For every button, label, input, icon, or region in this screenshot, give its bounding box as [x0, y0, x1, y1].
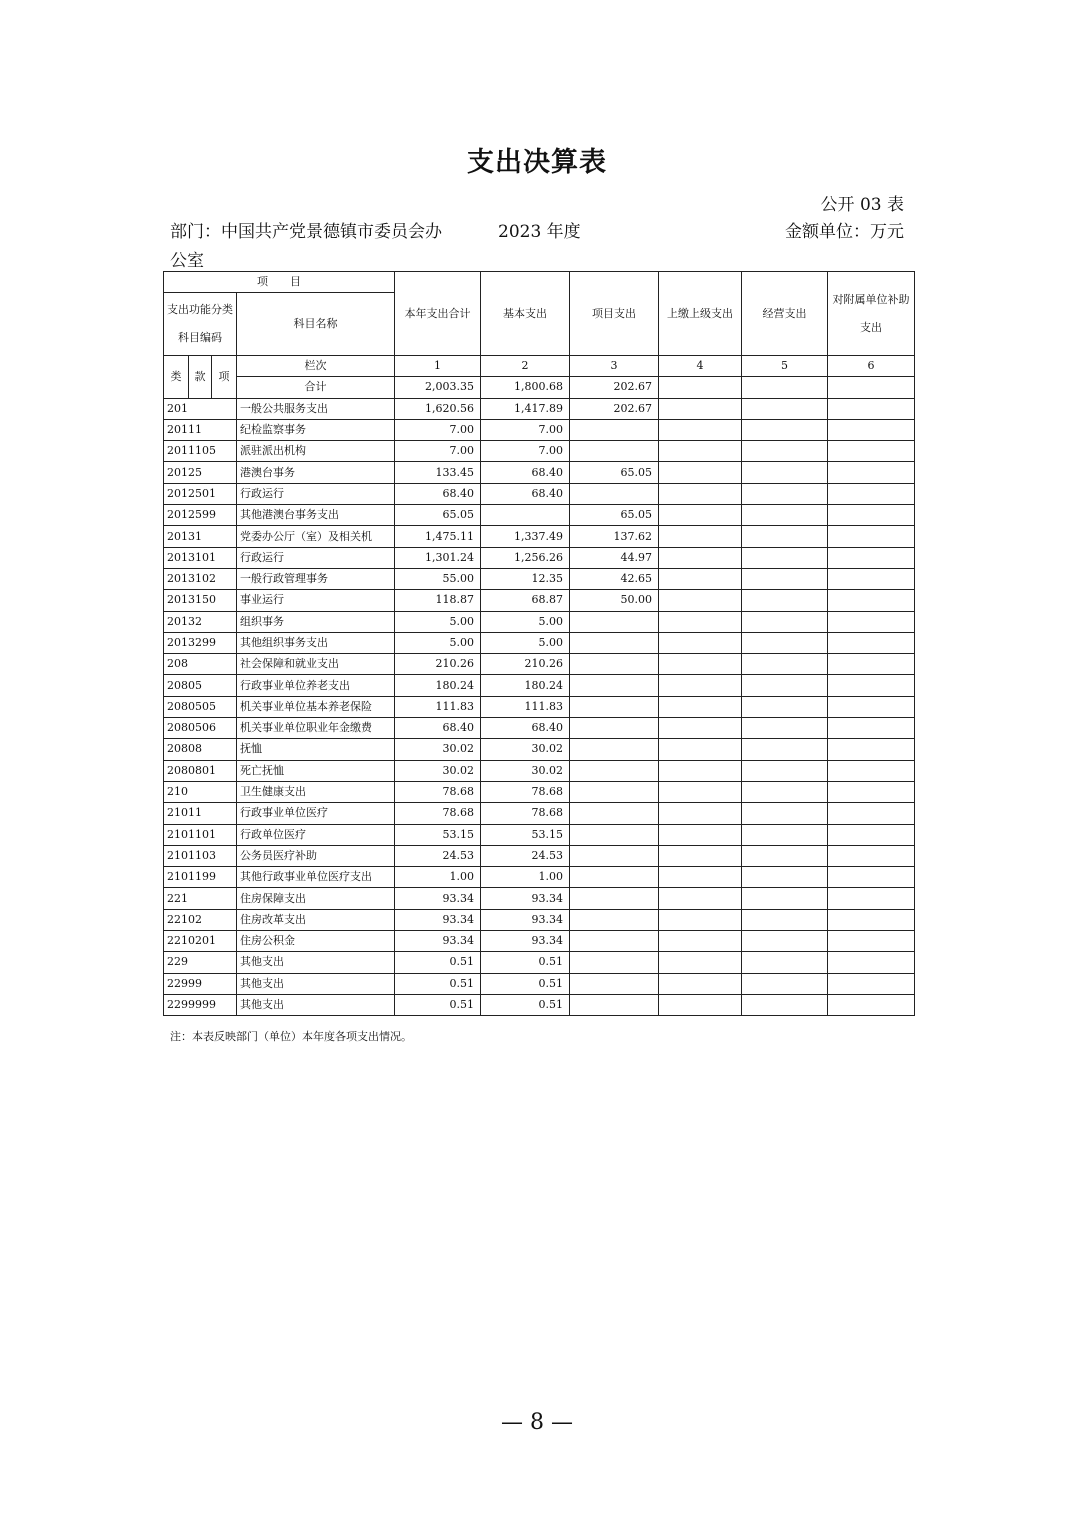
table-row [164, 526, 915, 547]
row-project [570, 931, 659, 952]
row-upper [659, 696, 742, 717]
row-subject-name: 行政事业单位养老支出 [237, 675, 395, 696]
row-basic: 210.26 [481, 654, 570, 675]
row-total: 93.34 [395, 888, 481, 909]
row-basic: 53.15 [481, 824, 570, 845]
row-subsidiary [828, 654, 915, 675]
row-project [570, 845, 659, 866]
row-subject-name: 组织事务 [237, 611, 395, 632]
row-code: 221 [164, 888, 237, 909]
table-row [164, 845, 915, 866]
row-total: 210.26 [395, 654, 481, 675]
row-total: 5.00 [395, 632, 481, 653]
table-row [164, 931, 915, 952]
row-subsidiary [828, 590, 915, 611]
table-row [164, 590, 915, 611]
row-project [570, 803, 659, 824]
row-total: 30.02 [395, 760, 481, 781]
row-basic: 68.40 [481, 462, 570, 483]
row-project: 137.62 [570, 526, 659, 547]
table-row [164, 611, 915, 632]
row-subsidiary [828, 952, 915, 973]
sum-operating [742, 377, 828, 398]
row-upper [659, 526, 742, 547]
row-code: 22999 [164, 973, 237, 994]
row-upper [659, 781, 742, 802]
row-total: 93.34 [395, 931, 481, 952]
header-xiang: 项 [212, 356, 237, 399]
table-note: 注：本表反映部门（单位）本年度各项支出情况。 [170, 1030, 412, 1043]
row-subsidiary [828, 845, 915, 866]
table-row [164, 419, 915, 440]
row-subject-name: 行政单位医疗 [237, 824, 395, 845]
row-project [570, 739, 659, 760]
row-operating [742, 973, 828, 994]
row-project [570, 654, 659, 675]
row-project: 202.67 [570, 398, 659, 419]
row-operating [742, 803, 828, 824]
row-total: 118.87 [395, 590, 481, 611]
row-total: 1,475.11 [395, 526, 481, 547]
header-operating: 经营支出 [742, 272, 828, 356]
row-subject-name: 港澳台事务 [237, 462, 395, 483]
row-code: 2013150 [164, 590, 237, 611]
row-basic: 1,256.26 [481, 547, 570, 568]
row-code: 2210201 [164, 931, 237, 952]
row-code: 2080801 [164, 760, 237, 781]
row-total: 68.40 [395, 483, 481, 504]
row-subject-name: 一般公共服务支出 [237, 398, 395, 419]
row-upper [659, 611, 742, 632]
row-code: 2080505 [164, 696, 237, 717]
table-row [164, 718, 915, 739]
table-row [164, 675, 915, 696]
row-basic: 7.00 [481, 419, 570, 440]
row-subsidiary [828, 803, 915, 824]
row-basic: 68.87 [481, 590, 570, 611]
header-kuan: 款 [189, 356, 212, 399]
row-basic: 0.51 [481, 994, 570, 1015]
row-operating [742, 760, 828, 781]
row-subsidiary [828, 632, 915, 653]
row-upper [659, 760, 742, 781]
row-subsidiary [828, 441, 915, 462]
row-project: 50.00 [570, 590, 659, 611]
table-row [164, 739, 915, 760]
row-basic: 180.24 [481, 675, 570, 696]
amount-unit: 金额单位：万元 [785, 222, 904, 242]
row-subsidiary [828, 718, 915, 739]
row-project [570, 994, 659, 1015]
header-total: 本年支出合计 [395, 272, 481, 356]
row-upper [659, 739, 742, 760]
row-project: 65.05 [570, 505, 659, 526]
row-code: 20805 [164, 675, 237, 696]
row-total: 0.51 [395, 973, 481, 994]
row-operating [742, 781, 828, 802]
page-title: 支出决算表 [467, 147, 607, 178]
row-basic: 68.40 [481, 718, 570, 739]
table-row [164, 632, 915, 653]
row-subject-name: 派驻派出机构 [237, 441, 395, 462]
row-subsidiary [828, 398, 915, 419]
row-subsidiary [828, 994, 915, 1015]
row-subject-name: 机关事业单位职业年金缴费 [237, 718, 395, 739]
row-code: 20808 [164, 739, 237, 760]
row-subject-name: 社会保障和就业支出 [237, 654, 395, 675]
row-subject-name: 行政运行 [237, 547, 395, 568]
row-project [570, 888, 659, 909]
row-basic: 30.02 [481, 760, 570, 781]
row-project [570, 441, 659, 462]
row-operating [742, 568, 828, 589]
header-upper-level: 上缴上级支出 [659, 272, 742, 356]
row-basic [481, 505, 570, 526]
row-subsidiary [828, 526, 915, 547]
table-row [164, 824, 915, 845]
row-upper [659, 803, 742, 824]
row-total: 1.00 [395, 867, 481, 888]
row-basic: 5.00 [481, 632, 570, 653]
row-subject-name: 死亡抚恤 [237, 760, 395, 781]
row-operating [742, 845, 828, 866]
row-total: 30.02 [395, 739, 481, 760]
header-row-1 [164, 272, 915, 293]
row-subsidiary [828, 568, 915, 589]
row-upper [659, 952, 742, 973]
row-upper [659, 824, 742, 845]
row-operating [742, 696, 828, 717]
row-total: 65.05 [395, 505, 481, 526]
row-upper [659, 568, 742, 589]
row-upper [659, 931, 742, 952]
row-upper [659, 654, 742, 675]
row-project [570, 952, 659, 973]
row-operating [742, 590, 828, 611]
row-subject-name: 行政事业单位医疗 [237, 803, 395, 824]
row-subsidiary [828, 781, 915, 802]
row-subsidiary [828, 611, 915, 632]
table-row [164, 505, 915, 526]
row-code: 2080506 [164, 718, 237, 739]
row-project [570, 419, 659, 440]
row-subject-name: 其他组织事务支出 [237, 632, 395, 653]
row-operating [742, 654, 828, 675]
row-basic: 0.51 [481, 952, 570, 973]
header-project: 项 目 [164, 272, 395, 293]
row-basic: 93.34 [481, 909, 570, 930]
row-operating [742, 398, 828, 419]
row-total: 24.53 [395, 845, 481, 866]
row-upper [659, 419, 742, 440]
row-operating [742, 632, 828, 653]
row-operating [742, 419, 828, 440]
row-total: 1,620.56 [395, 398, 481, 419]
row-code: 201 [164, 398, 237, 419]
row-upper [659, 973, 742, 994]
table-row [164, 568, 915, 589]
row-subsidiary [828, 483, 915, 504]
row-code: 20125 [164, 462, 237, 483]
row-upper [659, 718, 742, 739]
row-project [570, 483, 659, 504]
row-operating [742, 547, 828, 568]
row-project [570, 611, 659, 632]
table-row [164, 441, 915, 462]
header-lei: 类 [164, 356, 189, 399]
row-basic: 1,417.89 [481, 398, 570, 419]
row-subject-name: 住房改革支出 [237, 909, 395, 930]
row-project [570, 696, 659, 717]
table-row [164, 888, 915, 909]
row-upper [659, 441, 742, 462]
table-row [164, 547, 915, 568]
header-function-code: 支出功能分类科目编码 [164, 293, 237, 356]
header-subject-name: 科目名称 [237, 293, 395, 356]
row-subject-name: 公务员医疗补助 [237, 845, 395, 866]
sum-label: 合计 [237, 377, 395, 398]
table-row [164, 867, 915, 888]
row-project [570, 632, 659, 653]
row-project [570, 973, 659, 994]
table-row [164, 952, 915, 973]
row-upper [659, 547, 742, 568]
row-subject-name: 机关事业单位基本养老保险 [237, 696, 395, 717]
row-operating [742, 888, 828, 909]
row-basic: 1,337.49 [481, 526, 570, 547]
row-subsidiary [828, 547, 915, 568]
row-basic: 93.34 [481, 931, 570, 952]
row-project [570, 909, 659, 930]
row-operating [742, 462, 828, 483]
row-project [570, 867, 659, 888]
row-operating [742, 867, 828, 888]
table-row [164, 781, 915, 802]
row-project: 44.97 [570, 547, 659, 568]
row-subsidiary [828, 973, 915, 994]
row-subsidiary [828, 739, 915, 760]
row-basic: 78.68 [481, 781, 570, 802]
row-subject-name: 事业运行 [237, 590, 395, 611]
row-subject-name: 纪检监察事务 [237, 419, 395, 440]
row-total: 0.51 [395, 952, 481, 973]
header-subsidiary: 对附属单位补助支出 [828, 272, 915, 356]
row-total: 93.34 [395, 909, 481, 930]
row-upper [659, 867, 742, 888]
row-total: 78.68 [395, 803, 481, 824]
row-code: 20132 [164, 611, 237, 632]
row-operating [742, 824, 828, 845]
row-subject-name: 其他港澳台事务支出 [237, 505, 395, 526]
row-code: 20111 [164, 419, 237, 440]
row-code: 2013102 [164, 568, 237, 589]
row-code: 2013299 [164, 632, 237, 653]
column-number-row [164, 356, 915, 377]
row-basic: 24.53 [481, 845, 570, 866]
row-basic: 1.00 [481, 867, 570, 888]
col-num-4: 4 [659, 356, 742, 377]
row-code: 2101103 [164, 845, 237, 866]
row-basic: 30.02 [481, 739, 570, 760]
row-operating [742, 952, 828, 973]
row-subject-name: 其他行政事业单位医疗支出 [237, 867, 395, 888]
header-column: 栏次 [237, 356, 395, 377]
row-total: 68.40 [395, 718, 481, 739]
row-code: 2101199 [164, 867, 237, 888]
row-code: 20131 [164, 526, 237, 547]
fiscal-year: 2023 年度 [498, 222, 581, 242]
table-row [164, 994, 915, 1015]
row-basic: 7.00 [481, 441, 570, 462]
row-upper [659, 483, 742, 504]
row-basic: 0.51 [481, 973, 570, 994]
row-total: 7.00 [395, 441, 481, 462]
sum-subsidiary [828, 377, 915, 398]
row-code: 2013101 [164, 547, 237, 568]
row-operating [742, 505, 828, 526]
row-operating [742, 931, 828, 952]
row-code: 229 [164, 952, 237, 973]
table-row [164, 483, 915, 504]
row-subsidiary [828, 824, 915, 845]
row-subject-name: 其他支出 [237, 994, 395, 1015]
table-row [164, 973, 915, 994]
row-code: 2012599 [164, 505, 237, 526]
row-basic: 111.83 [481, 696, 570, 717]
row-total: 7.00 [395, 419, 481, 440]
table-row [164, 803, 915, 824]
row-total: 53.15 [395, 824, 481, 845]
table-row [164, 909, 915, 930]
row-upper [659, 909, 742, 930]
row-code: 2101101 [164, 824, 237, 845]
row-total: 5.00 [395, 611, 481, 632]
row-upper [659, 675, 742, 696]
form-number: 公开 03 表 [820, 195, 904, 215]
row-total: 0.51 [395, 994, 481, 1015]
row-subject-name: 党委办公厅（室）及相关机 [237, 526, 395, 547]
row-subject-name: 其他支出 [237, 952, 395, 973]
sum-basic: 1,800.68 [481, 377, 570, 398]
row-upper [659, 462, 742, 483]
row-code: 208 [164, 654, 237, 675]
row-total: 111.83 [395, 696, 481, 717]
row-subject-name: 一般行政管理事务 [237, 568, 395, 589]
row-operating [742, 994, 828, 1015]
row-subsidiary [828, 888, 915, 909]
row-basic: 93.34 [481, 888, 570, 909]
sum-project: 202.67 [570, 377, 659, 398]
row-subsidiary [828, 867, 915, 888]
row-basic: 68.40 [481, 483, 570, 504]
row-upper [659, 994, 742, 1015]
row-total: 78.68 [395, 781, 481, 802]
row-subsidiary [828, 909, 915, 930]
col-num-3: 3 [570, 356, 659, 377]
row-upper [659, 888, 742, 909]
row-subject-name: 卫生健康支出 [237, 781, 395, 802]
row-upper [659, 590, 742, 611]
row-subsidiary [828, 675, 915, 696]
row-project [570, 675, 659, 696]
row-operating [742, 909, 828, 930]
expenditure-table [163, 271, 915, 1016]
page-number: — 8 — [501, 1410, 573, 1435]
col-num-5: 5 [742, 356, 828, 377]
row-code: 2299999 [164, 994, 237, 1015]
sum-upper [659, 377, 742, 398]
row-upper [659, 505, 742, 526]
row-operating [742, 739, 828, 760]
row-operating [742, 611, 828, 632]
row-subsidiary [828, 696, 915, 717]
row-subsidiary [828, 462, 915, 483]
row-upper [659, 398, 742, 419]
table-row [164, 760, 915, 781]
row-code: 21011 [164, 803, 237, 824]
row-operating [742, 483, 828, 504]
row-code: 2012501 [164, 483, 237, 504]
row-basic: 5.00 [481, 611, 570, 632]
row-total: 133.45 [395, 462, 481, 483]
row-basic: 78.68 [481, 803, 570, 824]
row-project: 65.05 [570, 462, 659, 483]
row-code: 2011105 [164, 441, 237, 462]
row-operating [742, 718, 828, 739]
row-upper [659, 845, 742, 866]
col-num-1: 1 [395, 356, 481, 377]
row-code: 210 [164, 781, 237, 802]
col-num-2: 2 [481, 356, 570, 377]
row-project [570, 718, 659, 739]
header-project-expenditure: 项目支出 [570, 272, 659, 356]
row-subsidiary [828, 505, 915, 526]
row-total: 55.00 [395, 568, 481, 589]
row-subsidiary [828, 760, 915, 781]
header-basic: 基本支出 [481, 272, 570, 356]
table-row [164, 398, 915, 419]
department-label: 部门：中国共产党景德镇市委员会办公室 [170, 222, 442, 271]
row-upper [659, 632, 742, 653]
row-total: 1,301.24 [395, 547, 481, 568]
row-subsidiary [828, 419, 915, 440]
row-basic: 12.35 [481, 568, 570, 589]
row-project [570, 760, 659, 781]
row-subject-name: 其他支出 [237, 973, 395, 994]
table-row [164, 462, 915, 483]
col-num-6: 6 [828, 356, 915, 377]
row-subject-name: 住房公积金 [237, 931, 395, 952]
row-code: 22102 [164, 909, 237, 930]
sum-row [164, 377, 915, 398]
row-operating [742, 675, 828, 696]
row-subject-name: 抚恤 [237, 739, 395, 760]
row-project: 42.65 [570, 568, 659, 589]
row-project [570, 824, 659, 845]
table-row [164, 696, 915, 717]
row-subsidiary [828, 931, 915, 952]
row-total: 180.24 [395, 675, 481, 696]
sum-total: 2,003.35 [395, 377, 481, 398]
row-project [570, 781, 659, 802]
row-subject-name: 住房保障支出 [237, 888, 395, 909]
row-operating [742, 526, 828, 547]
row-operating [742, 441, 828, 462]
row-subject-name: 行政运行 [237, 483, 395, 504]
table-row [164, 654, 915, 675]
